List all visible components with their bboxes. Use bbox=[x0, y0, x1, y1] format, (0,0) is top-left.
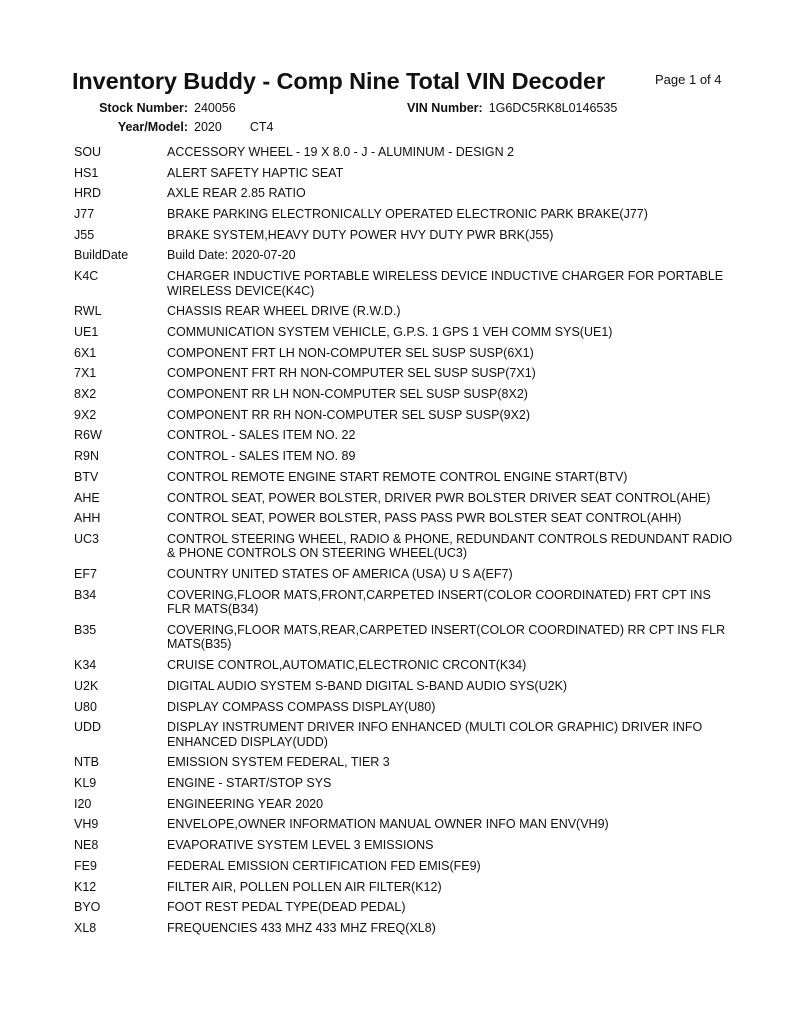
option-code: AHE bbox=[74, 490, 100, 505]
option-row bbox=[74, 838, 754, 853]
option-description: DISPLAY COMPASS COMPASS DISPLAY(U80) bbox=[167, 699, 436, 714]
option-code: J77 bbox=[74, 207, 95, 222]
option-code-list bbox=[74, 145, 754, 942]
option-code: NTB bbox=[74, 755, 99, 770]
option-row bbox=[74, 186, 754, 201]
option-code: 7X1 bbox=[74, 366, 97, 381]
option-description: COUNTRY UNITED STATES OF AMERICA (USA) U S A(EF7) bbox=[167, 567, 513, 582]
option-row bbox=[74, 248, 754, 263]
stock-number-field bbox=[96, 101, 236, 115]
stock-number-value: 240056 bbox=[194, 101, 236, 115]
option-row bbox=[74, 449, 754, 464]
option-description: COMPONENT FRT RH NON-COMPUTER SEL SUSP SUSP(7X1) bbox=[167, 366, 536, 381]
model-value: CT4 bbox=[249, 120, 274, 134]
option-description: CONTROL REMOTE ENGINE START REMOTE CONTROL ENGINE START(BTV) bbox=[167, 469, 628, 484]
option-description: BRAKE PARKING ELECTRONICALLY OPERATED ELECTRONIC PARK BRAKE(J77) bbox=[167, 207, 648, 222]
option-code: U80 bbox=[74, 699, 97, 714]
option-code: KL9 bbox=[74, 776, 97, 791]
option-code: SOU bbox=[74, 145, 102, 159]
option-row bbox=[74, 679, 754, 694]
option-row bbox=[74, 387, 754, 402]
option-description: FEDERAL EMISSION CERTIFICATION FED EMIS(FE9) bbox=[167, 858, 481, 873]
option-description: COMPONENT RR LH NON-COMPUTER SEL SUSP SUSP(8X2) bbox=[167, 387, 528, 402]
option-description: Build Date: 2020-07-20 bbox=[167, 248, 296, 263]
option-row bbox=[74, 269, 754, 298]
option-code: R9N bbox=[74, 449, 100, 464]
option-code: J55 bbox=[74, 227, 95, 242]
year-value: 2020 bbox=[194, 120, 222, 134]
option-row bbox=[74, 166, 754, 181]
option-row bbox=[74, 366, 754, 381]
option-row bbox=[74, 491, 754, 506]
option-description: CRUISE CONTROL,AUTOMATIC,ELECTRONIC CRCONT(K34) bbox=[167, 658, 527, 673]
option-row bbox=[74, 228, 754, 243]
option-row bbox=[74, 817, 754, 832]
option-description: CONTROL SEAT, POWER BOLSTER, DRIVER PWR BOLSTER DRIVER SEAT CONTROL(AHE) bbox=[167, 490, 711, 505]
option-description: COVERING,FLOOR MATS,FRONT,CARPETED INSERT(COLOR COORDINATED) FRT CPT INS FLR MATS(B34) bbox=[167, 587, 711, 617]
option-description: CONTROL SEAT, POWER BOLSTER, PASS PASS PWR BOLSTER SEAT CONTROL(AHH) bbox=[167, 511, 682, 526]
option-code: B35 bbox=[74, 622, 97, 637]
option-description: ENGINE - START/STOP SYS bbox=[167, 776, 332, 791]
option-code: RWL bbox=[74, 304, 102, 319]
option-code: UE1 bbox=[74, 325, 99, 339]
option-description: CHASSIS REAR WHEEL DRIVE (R.W.D.) bbox=[167, 304, 401, 319]
option-description: FOOT REST PEDAL TYPE(DEAD PEDAL) bbox=[167, 900, 406, 915]
option-description: DIGITAL AUDIO SYSTEM S-BAND DIGITAL S-BAND AUDIO SYS(U2K) bbox=[167, 678, 568, 693]
option-row bbox=[74, 532, 754, 561]
option-row bbox=[74, 428, 754, 443]
vin-number-field bbox=[407, 101, 617, 115]
year-model-label: Year/Model: bbox=[117, 120, 188, 134]
option-description: COMPONENT RR RH NON-COMPUTER SEL SUSP SUSP(9X2) bbox=[167, 407, 531, 422]
option-description: FREQUENCIES 433 MHZ 433 MHZ FREQ(XL8) bbox=[167, 920, 436, 935]
option-description: COVERING,FLOOR MATS,REAR,CARPETED INSERT(COLOR COORDINATED) RR CPT INS FLR MATS(B35) bbox=[167, 622, 726, 652]
option-code: 6X1 bbox=[74, 345, 97, 360]
option-description: ENGINEERING YEAR 2020 bbox=[167, 796, 324, 811]
option-code: 8X2 bbox=[74, 387, 97, 402]
option-code: K12 bbox=[74, 879, 97, 894]
option-description: CONTROL STEERING WHEEL, RADIO & PHONE, REDUNDANT CONTROLS REDUNDANT RADIO & PHONE CONTROLS ON STEERING WHEEL(UC3) bbox=[167, 531, 733, 561]
option-description: BRAKE SYSTEM,HEAVY DUTY POWER HVY DUTY PWR BRK(J55) bbox=[167, 227, 554, 242]
option-description: EVAPORATIVE SYSTEM LEVEL 3 EMISSIONS bbox=[167, 838, 434, 853]
option-description: COMPONENT FRT LH NON-COMPUTER SEL SUSP SUSP(6X1) bbox=[167, 345, 534, 360]
page-number: Page 1 of 4 bbox=[655, 72, 722, 87]
option-code: BTV bbox=[74, 469, 99, 484]
option-row bbox=[74, 470, 754, 485]
option-code: XL8 bbox=[74, 920, 97, 935]
option-row bbox=[74, 567, 754, 582]
option-row bbox=[74, 325, 754, 340]
option-code: FE9 bbox=[74, 858, 97, 873]
option-code: R6W bbox=[74, 428, 102, 443]
option-code: UC3 bbox=[74, 531, 100, 546]
option-row bbox=[74, 921, 754, 936]
option-row bbox=[74, 207, 754, 222]
option-code: U2K bbox=[74, 678, 99, 693]
page-title: Inventory Buddy - Comp Nine Total VIN Decoder bbox=[72, 68, 606, 94]
option-code: AHH bbox=[74, 511, 101, 526]
option-description: DISPLAY INSTRUMENT DRIVER INFO ENHANCED (MULTI COLOR GRAPHIC) DRIVER INFO ENHANCED DISPLAY(UDD) bbox=[167, 720, 703, 749]
option-description: ACCESSORY WHEEL - 19 X 8.0 - J - ALUMINUM - DESIGN 2 bbox=[167, 145, 515, 159]
option-row bbox=[74, 346, 754, 361]
option-description: CHARGER INDUCTIVE PORTABLE WIRELESS DEVICE INDUCTIVE CHARGER FOR PORTABLE WIRELESS DEVICE(K4C) bbox=[167, 269, 724, 298]
option-row bbox=[74, 408, 754, 423]
option-row bbox=[74, 304, 754, 319]
option-description: ENVELOPE,OWNER INFORMATION MANUAL OWNER INFO MAN ENV(VH9) bbox=[167, 817, 609, 832]
option-row bbox=[74, 797, 754, 812]
option-row bbox=[74, 588, 754, 617]
vin-number-value: 1G6DC5RK8L0146535 bbox=[488, 101, 618, 115]
option-code: EF7 bbox=[74, 567, 97, 582]
option-code: BuildDate bbox=[74, 248, 129, 263]
option-code: B34 bbox=[74, 587, 97, 602]
option-row bbox=[74, 859, 754, 874]
option-row bbox=[74, 880, 754, 895]
option-code: NE8 bbox=[74, 838, 99, 853]
option-row bbox=[74, 145, 754, 160]
option-row bbox=[74, 900, 754, 915]
option-description: EMISSION SYSTEM FEDERAL, TIER 3 bbox=[167, 755, 390, 770]
year-model-field bbox=[96, 120, 273, 134]
option-row bbox=[74, 755, 754, 770]
option-description: ALERT SAFETY HAPTIC SEAT bbox=[167, 165, 344, 180]
option-row bbox=[74, 776, 754, 791]
option-description: AXLE REAR 2.85 RATIO bbox=[167, 186, 306, 201]
option-row bbox=[74, 623, 754, 652]
option-code: K34 bbox=[74, 658, 97, 673]
option-code: HRD bbox=[74, 186, 102, 201]
option-code: BYO bbox=[74, 900, 101, 915]
option-row bbox=[74, 720, 754, 749]
option-code: UDD bbox=[74, 720, 102, 735]
option-description: CONTROL - SALES ITEM NO. 89 bbox=[167, 449, 356, 464]
option-description: FILTER AIR, POLLEN POLLEN AIR FILTER(K12) bbox=[167, 879, 442, 894]
option-row bbox=[74, 658, 754, 673]
option-row bbox=[74, 700, 754, 715]
option-code: K4C bbox=[74, 269, 99, 284]
option-code: VH9 bbox=[74, 817, 99, 832]
option-code: HS1 bbox=[74, 165, 99, 180]
stock-number-label: Stock Number: bbox=[99, 101, 188, 115]
option-description: CONTROL - SALES ITEM NO. 22 bbox=[167, 428, 356, 443]
option-row bbox=[74, 511, 754, 526]
vin-number-label: VIN Number: bbox=[407, 101, 483, 115]
option-code: 9X2 bbox=[74, 407, 97, 422]
option-description: COMMUNICATION SYSTEM VEHICLE, G.P.S. 1 GPS 1 VEH COMM SYS(UE1) bbox=[167, 325, 613, 339]
option-code: I20 bbox=[74, 796, 92, 811]
